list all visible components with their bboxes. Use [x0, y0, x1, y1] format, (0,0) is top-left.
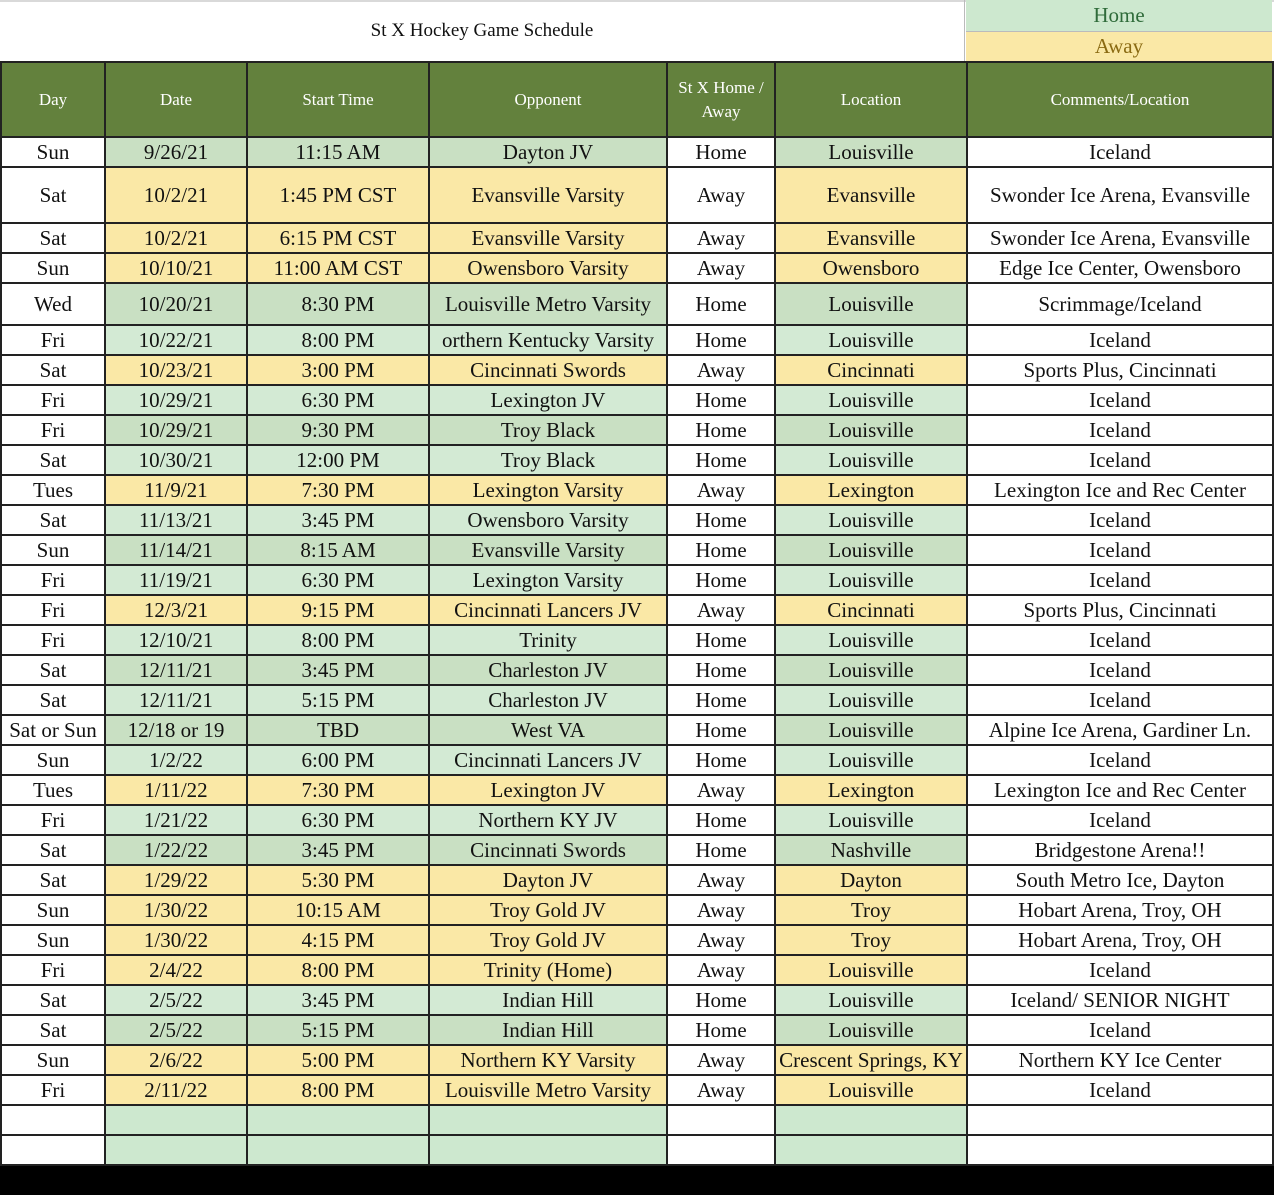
cell-day[interactable]: Sat [1, 167, 105, 223]
cell-opponent[interactable]: Troy Black [429, 445, 667, 475]
cell-start-time[interactable]: 11:00 AM CST [247, 253, 429, 283]
cell-opponent[interactable]: Lexington JV [429, 775, 667, 805]
empty-cell[interactable] [429, 1105, 667, 1135]
table-row [1, 445, 1273, 475]
table-row [1, 865, 1273, 895]
header-date[interactable]: Date [105, 62, 247, 137]
table-row [1, 167, 1273, 223]
empty-row [1, 1135, 1273, 1165]
table-row [1, 565, 1273, 595]
cell-home-away[interactable]: Home [667, 985, 775, 1015]
cell-start-time[interactable]: 8:00 PM [247, 625, 429, 655]
cell-location[interactable]: Louisville [775, 445, 967, 475]
cell-day[interactable]: Sat [1, 685, 105, 715]
cell-start-time[interactable]: 7:30 PM [247, 475, 429, 505]
cell-date[interactable]: 10/29/21 [105, 415, 247, 445]
cell-home-away[interactable]: Home [667, 685, 775, 715]
cell-date[interactable]: 1/30/22 [105, 895, 247, 925]
cell-home-away[interactable]: Home [667, 415, 775, 445]
cell-start-time[interactable]: 7:30 PM [247, 775, 429, 805]
table-row [1, 355, 1273, 385]
legend-away[interactable]: Away [966, 31, 1272, 61]
table-row [1, 1045, 1273, 1075]
cell-day[interactable]: Sat [1, 1015, 105, 1045]
cell-day[interactable]: Sat [1, 445, 105, 475]
cell-opponent[interactable]: Troy Gold JV [429, 925, 667, 955]
cell-date[interactable]: 10/20/21 [105, 283, 247, 325]
cell-location[interactable]: Louisville [775, 1075, 967, 1105]
cell-day[interactable]: Wed [1, 283, 105, 325]
header-home-away[interactable]: St X Home / Away [667, 62, 775, 137]
cell-location[interactable]: Nashville [775, 835, 967, 865]
cell-start-time[interactable]: TBD [247, 715, 429, 745]
cell-location[interactable]: Louisville [775, 385, 967, 415]
cell-date[interactable]: 12/18 or 19 [105, 715, 247, 745]
cell-date[interactable]: 11/9/21 [105, 475, 247, 505]
cell-day[interactable]: Sat [1, 355, 105, 385]
cell-home-away[interactable]: Away [667, 355, 775, 385]
cell-day[interactable]: Fri [1, 805, 105, 835]
cell-start-time[interactable]: 3:45 PM [247, 655, 429, 685]
cell-date[interactable]: 12/11/21 [105, 685, 247, 715]
cell-date[interactable]: 9/26/21 [105, 137, 247, 167]
cell-location[interactable]: Lexington [775, 775, 967, 805]
empty-cell[interactable] [105, 1135, 247, 1165]
cell-opponent[interactable]: Trinity [429, 625, 667, 655]
cell-comments[interactable]: Iceland [967, 535, 1273, 565]
cell-day[interactable]: Sat [1, 223, 105, 253]
cell-home-away[interactable]: Home [667, 325, 775, 355]
cell-comments[interactable]: Iceland [967, 625, 1273, 655]
cell-date[interactable]: 1/22/22 [105, 835, 247, 865]
cell-start-time[interactable]: 9:30 PM [247, 415, 429, 445]
cell-comments[interactable]: Hobart Arena, Troy, OH [967, 895, 1273, 925]
cell-opponent[interactable]: Northern KY Varsity [429, 1045, 667, 1075]
cell-day[interactable]: Sat [1, 505, 105, 535]
table-row [1, 685, 1273, 715]
cell-comments[interactable]: Iceland [967, 955, 1273, 985]
cell-home-away[interactable]: Home [667, 715, 775, 745]
cell-day[interactable]: Sun [1, 925, 105, 955]
cell-comments[interactable]: Swonder Ice Arena, Evansville [967, 167, 1273, 223]
table-row [1, 775, 1273, 805]
cell-comments[interactable]: Iceland [967, 655, 1273, 685]
table-row [1, 925, 1273, 955]
cell-start-time[interactable]: 5:15 PM [247, 685, 429, 715]
cell-opponent[interactable]: Indian Hill [429, 985, 667, 1015]
cell-day[interactable]: Fri [1, 565, 105, 595]
table-row [1, 595, 1273, 625]
empty-cell[interactable] [247, 1135, 429, 1165]
cell-start-time[interactable]: 6:30 PM [247, 805, 429, 835]
page-title[interactable]: St X Hockey Game Schedule [0, 0, 965, 61]
cell-opponent[interactable]: Trinity (Home) [429, 955, 667, 985]
cell-home-away[interactable]: Away [667, 895, 775, 925]
cell-date[interactable]: 12/3/21 [105, 595, 247, 625]
cell-day[interactable]: Sat [1, 865, 105, 895]
cell-home-away[interactable]: Home [667, 565, 775, 595]
cell-home-away[interactable]: Home [667, 137, 775, 167]
table-row [1, 385, 1273, 415]
cell-location[interactable]: Louisville [775, 715, 967, 745]
cell-date[interactable]: 2/11/22 [105, 1075, 247, 1105]
cell-day[interactable]: Sun [1, 745, 105, 775]
table-row [1, 535, 1273, 565]
cell-comments[interactable]: Iceland [967, 745, 1273, 775]
table-row [1, 1075, 1273, 1105]
cell-home-away[interactable]: Home [667, 625, 775, 655]
cell-date[interactable]: 1/30/22 [105, 925, 247, 955]
cell-start-time[interactable]: 6:00 PM [247, 745, 429, 775]
cell-day[interactable]: Fri [1, 1075, 105, 1105]
cell-comments[interactable]: Iceland [967, 137, 1273, 167]
empty-cell[interactable] [247, 1105, 429, 1135]
table-row [1, 715, 1273, 745]
empty-cell[interactable] [667, 1105, 775, 1135]
cell-opponent[interactable]: Troy Black [429, 415, 667, 445]
cell-comments[interactable]: Iceland [967, 505, 1273, 535]
cell-day[interactable]: Sun [1, 895, 105, 925]
cell-location[interactable]: Crescent Springs, KY [775, 1045, 967, 1075]
cell-day[interactable]: Sat [1, 985, 105, 1015]
cell-date[interactable]: 1/21/22 [105, 805, 247, 835]
cell-location[interactable]: Louisville [775, 685, 967, 715]
cell-location[interactable]: Cincinnati [775, 595, 967, 625]
cell-date[interactable]: 10/29/21 [105, 385, 247, 415]
cell-opponent[interactable]: Cincinnati Lancers JV [429, 745, 667, 775]
cell-location[interactable]: Louisville [775, 283, 967, 325]
cell-start-time[interactable]: 6:30 PM [247, 565, 429, 595]
cell-start-time[interactable]: 3:45 PM [247, 835, 429, 865]
cell-day[interactable]: Sun [1, 137, 105, 167]
header-start-time[interactable]: Start Time [247, 62, 429, 137]
table-row [1, 1015, 1273, 1045]
cell-day[interactable]: Fri [1, 325, 105, 355]
table-row [1, 223, 1273, 253]
empty-cell[interactable] [1, 1105, 105, 1135]
cell-opponent[interactable]: Indian Hill [429, 1015, 667, 1045]
cell-date[interactable]: 12/10/21 [105, 625, 247, 655]
cell-opponent[interactable]: Louisville Metro Varsity [429, 283, 667, 325]
empty-cell[interactable] [775, 1105, 967, 1135]
cell-comments[interactable]: Iceland [967, 385, 1273, 415]
cell-home-away[interactable]: Away [667, 955, 775, 985]
cell-comments[interactable]: Swonder Ice Arena, Evansville [967, 223, 1273, 253]
cell-start-time[interactable]: 3:45 PM [247, 505, 429, 535]
cell-date[interactable]: 10/23/21 [105, 355, 247, 385]
cell-home-away[interactable]: Home [667, 385, 775, 415]
cell-location[interactable]: Louisville [775, 745, 967, 775]
cell-start-time[interactable]: 12:00 PM [247, 445, 429, 475]
empty-cell[interactable] [967, 1105, 1273, 1135]
cell-home-away[interactable]: Home [667, 445, 775, 475]
header-location[interactable]: Location [775, 62, 967, 137]
cell-date[interactable]: 10/22/21 [105, 325, 247, 355]
table-row [1, 805, 1273, 835]
cell-opponent[interactable]: Cincinnati Lancers JV [429, 595, 667, 625]
cell-location[interactable]: Louisville [775, 655, 967, 685]
cell-home-away[interactable]: Home [667, 1015, 775, 1045]
cell-start-time[interactable]: 9:15 PM [247, 595, 429, 625]
cell-home-away[interactable]: Away [667, 925, 775, 955]
table-row [1, 955, 1273, 985]
cell-comments[interactable]: Sports Plus, Cincinnati [967, 355, 1273, 385]
cell-opponent[interactable]: Evansville Varsity [429, 167, 667, 223]
cell-start-time[interactable]: 1:45 PM CST [247, 167, 429, 223]
cell-date[interactable]: 1/29/22 [105, 865, 247, 895]
cell-location[interactable]: Louisville [775, 985, 967, 1015]
cell-home-away[interactable]: Home [667, 655, 775, 685]
cell-home-away[interactable]: Away [667, 167, 775, 223]
cell-comments[interactable]: Iceland [967, 1015, 1273, 1045]
table-row [1, 137, 1273, 167]
cell-start-time[interactable]: 8:15 AM [247, 535, 429, 565]
cell-start-time[interactable]: 8:00 PM [247, 1075, 429, 1105]
cell-comments[interactable]: Lexington Ice and Rec Center [967, 775, 1273, 805]
header-opponent[interactable]: Opponent [429, 62, 667, 137]
cell-location[interactable]: Louisville [775, 137, 967, 167]
cell-location[interactable]: Lexington [775, 475, 967, 505]
cell-day[interactable]: Sat [1, 835, 105, 865]
cell-day[interactable]: Tues [1, 475, 105, 505]
cell-date[interactable]: 12/11/21 [105, 655, 247, 685]
cell-start-time[interactable]: 4:15 PM [247, 925, 429, 955]
cell-date[interactable]: 11/13/21 [105, 505, 247, 535]
cell-comments[interactable]: Scrimmage/Iceland [967, 283, 1273, 325]
cell-opponent[interactable]: Owensboro Varsity [429, 505, 667, 535]
cell-day[interactable]: Tues [1, 775, 105, 805]
cell-home-away[interactable]: Away [667, 475, 775, 505]
cell-start-time[interactable]: 3:45 PM [247, 985, 429, 1015]
cell-date[interactable]: 2/5/22 [105, 985, 247, 1015]
cell-location[interactable]: Louisville [775, 415, 967, 445]
cell-comments[interactable]: Iceland/ SENIOR NIGHT [967, 985, 1273, 1015]
cell-home-away[interactable]: Home [667, 805, 775, 835]
cell-home-away[interactable]: Away [667, 775, 775, 805]
cell-home-away[interactable]: Away [667, 595, 775, 625]
cell-start-time[interactable]: 10:15 AM [247, 895, 429, 925]
cell-day[interactable]: Fri [1, 625, 105, 655]
cell-comments[interactable]: Iceland [967, 445, 1273, 475]
cell-start-time[interactable]: 5:15 PM [247, 1015, 429, 1045]
table-row [1, 283, 1273, 325]
cell-location[interactable]: Evansville [775, 223, 967, 253]
cell-date[interactable]: 10/2/21 [105, 167, 247, 223]
cell-day[interactable]: Fri [1, 415, 105, 445]
cell-comments[interactable]: Sports Plus, Cincinnati [967, 595, 1273, 625]
header-day[interactable]: Day [1, 62, 105, 137]
cell-home-away[interactable]: Away [667, 865, 775, 895]
table-row [1, 253, 1273, 283]
cell-start-time[interactable]: 6:15 PM CST [247, 223, 429, 253]
cell-opponent[interactable]: Lexington JV [429, 385, 667, 415]
cell-start-time[interactable]: 3:00 PM [247, 355, 429, 385]
cell-location[interactable]: Louisville [775, 625, 967, 655]
cell-date[interactable]: 1/11/22 [105, 775, 247, 805]
cell-date[interactable]: 10/2/21 [105, 223, 247, 253]
table-row [1, 835, 1273, 865]
cell-opponent[interactable]: Cincinnati Swords [429, 835, 667, 865]
cell-opponent[interactable]: Charleston JV [429, 685, 667, 715]
cell-comments[interactable]: Bridgestone Arena!! [967, 835, 1273, 865]
cell-comments[interactable]: Iceland [967, 805, 1273, 835]
cell-opponent[interactable]: Dayton JV [429, 137, 667, 167]
cell-opponent[interactable]: Lexington Varsity [429, 565, 667, 595]
cell-location[interactable]: Louisville [775, 805, 967, 835]
header-row [1, 62, 1273, 137]
cell-day[interactable]: Sat [1, 655, 105, 685]
cell-comments[interactable]: Iceland [967, 685, 1273, 715]
table-row [1, 625, 1273, 655]
cell-start-time[interactable]: 11:15 AM [247, 137, 429, 167]
cell-start-time[interactable]: 8:00 PM [247, 325, 429, 355]
empty-cell[interactable] [667, 1135, 775, 1165]
schedule-body [1, 137, 1273, 1165]
schedule-table [0, 61, 1274, 1166]
cell-opponent[interactable]: Lexington Varsity [429, 475, 667, 505]
cell-comments[interactable]: Iceland [967, 1075, 1273, 1105]
table-row [1, 325, 1273, 355]
table-row [1, 985, 1273, 1015]
cell-opponent[interactable]: West VA [429, 715, 667, 745]
cell-date[interactable]: 10/30/21 [105, 445, 247, 475]
cell-opponent[interactable]: Owensboro Varsity [429, 253, 667, 283]
cell-start-time[interactable]: 5:30 PM [247, 865, 429, 895]
cell-location[interactable]: Louisville [775, 565, 967, 595]
cell-day[interactable]: Sun [1, 1045, 105, 1075]
cell-home-away[interactable]: Home [667, 505, 775, 535]
cell-opponent[interactable]: Troy Gold JV [429, 895, 667, 925]
cell-home-away[interactable]: Away [667, 223, 775, 253]
cell-date[interactable]: 2/5/22 [105, 1015, 247, 1045]
cell-day[interactable]: Sun [1, 253, 105, 283]
cell-opponent[interactable]: orthern Kentucky Varsity [429, 325, 667, 355]
cell-date[interactable]: 11/19/21 [105, 565, 247, 595]
table-row [1, 895, 1273, 925]
empty-cell[interactable] [429, 1135, 667, 1165]
cell-location[interactable]: Evansville [775, 167, 967, 223]
cell-opponent[interactable]: Northern KY JV [429, 805, 667, 835]
cell-location[interactable]: Louisville [775, 325, 967, 355]
empty-cell[interactable] [1, 1135, 105, 1165]
cell-opponent[interactable]: Charleston JV [429, 655, 667, 685]
cell-day[interactable]: Fri [1, 955, 105, 985]
empty-row [1, 1105, 1273, 1135]
cell-start-time[interactable]: 5:00 PM [247, 1045, 429, 1075]
cell-location[interactable]: Owensboro [775, 253, 967, 283]
cell-comments[interactable]: Iceland [967, 325, 1273, 355]
table-row [1, 415, 1273, 445]
cell-start-time[interactable]: 8:00 PM [247, 955, 429, 985]
cell-home-away[interactable]: Home [667, 835, 775, 865]
cell-home-away[interactable]: Away [667, 1045, 775, 1075]
table-row [1, 505, 1273, 535]
header-comments[interactable]: Comments/Location [967, 62, 1273, 137]
cell-date[interactable]: 2/4/22 [105, 955, 247, 985]
cell-comments[interactable]: Northern KY Ice Center [967, 1045, 1273, 1075]
cell-comments[interactable]: South Metro Ice, Dayton [967, 865, 1273, 895]
cell-comments[interactable]: Lexington Ice and Rec Center [967, 475, 1273, 505]
cell-location[interactable]: Louisville [775, 1015, 967, 1045]
cell-comments[interactable]: Iceland [967, 565, 1273, 595]
cell-start-time[interactable]: 8:30 PM [247, 283, 429, 325]
cell-date[interactable]: 2/6/22 [105, 1045, 247, 1075]
cell-opponent[interactable]: Dayton JV [429, 865, 667, 895]
cell-location[interactable]: Cincinnati [775, 355, 967, 385]
cell-opponent[interactable]: Cincinnati Swords [429, 355, 667, 385]
empty-cell[interactable] [967, 1135, 1273, 1165]
cell-home-away[interactable]: Home [667, 283, 775, 325]
cell-opponent[interactable]: Evansville Varsity [429, 535, 667, 565]
cell-location[interactable]: Dayton [775, 865, 967, 895]
cell-home-away[interactable]: Home [667, 745, 775, 775]
cell-date[interactable]: 10/10/21 [105, 253, 247, 283]
cell-location[interactable]: Louisville [775, 955, 967, 985]
empty-cell[interactable] [105, 1105, 247, 1135]
table-row [1, 745, 1273, 775]
cell-day[interactable]: Sat or Sun [1, 715, 105, 745]
cell-home-away[interactable]: Away [667, 1075, 775, 1105]
cell-date[interactable]: 11/14/21 [105, 535, 247, 565]
cell-opponent[interactable]: Louisville Metro Varsity [429, 1075, 667, 1105]
empty-cell[interactable] [775, 1135, 967, 1165]
table-row [1, 475, 1273, 505]
cell-start-time[interactable]: 6:30 PM [247, 385, 429, 415]
cell-opponent[interactable]: Evansville Varsity [429, 223, 667, 253]
cell-home-away[interactable]: Away [667, 253, 775, 283]
cell-day[interactable]: Fri [1, 385, 105, 415]
cell-date[interactable]: 1/2/22 [105, 745, 247, 775]
cell-comments[interactable]: Iceland [967, 415, 1273, 445]
cell-location[interactable]: Louisville [775, 535, 967, 565]
cell-location[interactable]: Troy [775, 895, 967, 925]
cell-location[interactable]: Louisville [775, 505, 967, 535]
cell-comments[interactable]: Hobart Arena, Troy, OH [967, 925, 1273, 955]
legend-home[interactable]: Home [966, 0, 1272, 31]
cell-comments[interactable]: Alpine Ice Arena, Gardiner Ln. [967, 715, 1273, 745]
cell-home-away[interactable]: Home [667, 535, 775, 565]
cell-comments[interactable]: Edge Ice Center, Owensboro [967, 253, 1273, 283]
table-row [1, 655, 1273, 685]
cell-day[interactable]: Fri [1, 595, 105, 625]
cell-day[interactable]: Sun [1, 535, 105, 565]
cell-location[interactable]: Troy [775, 925, 967, 955]
